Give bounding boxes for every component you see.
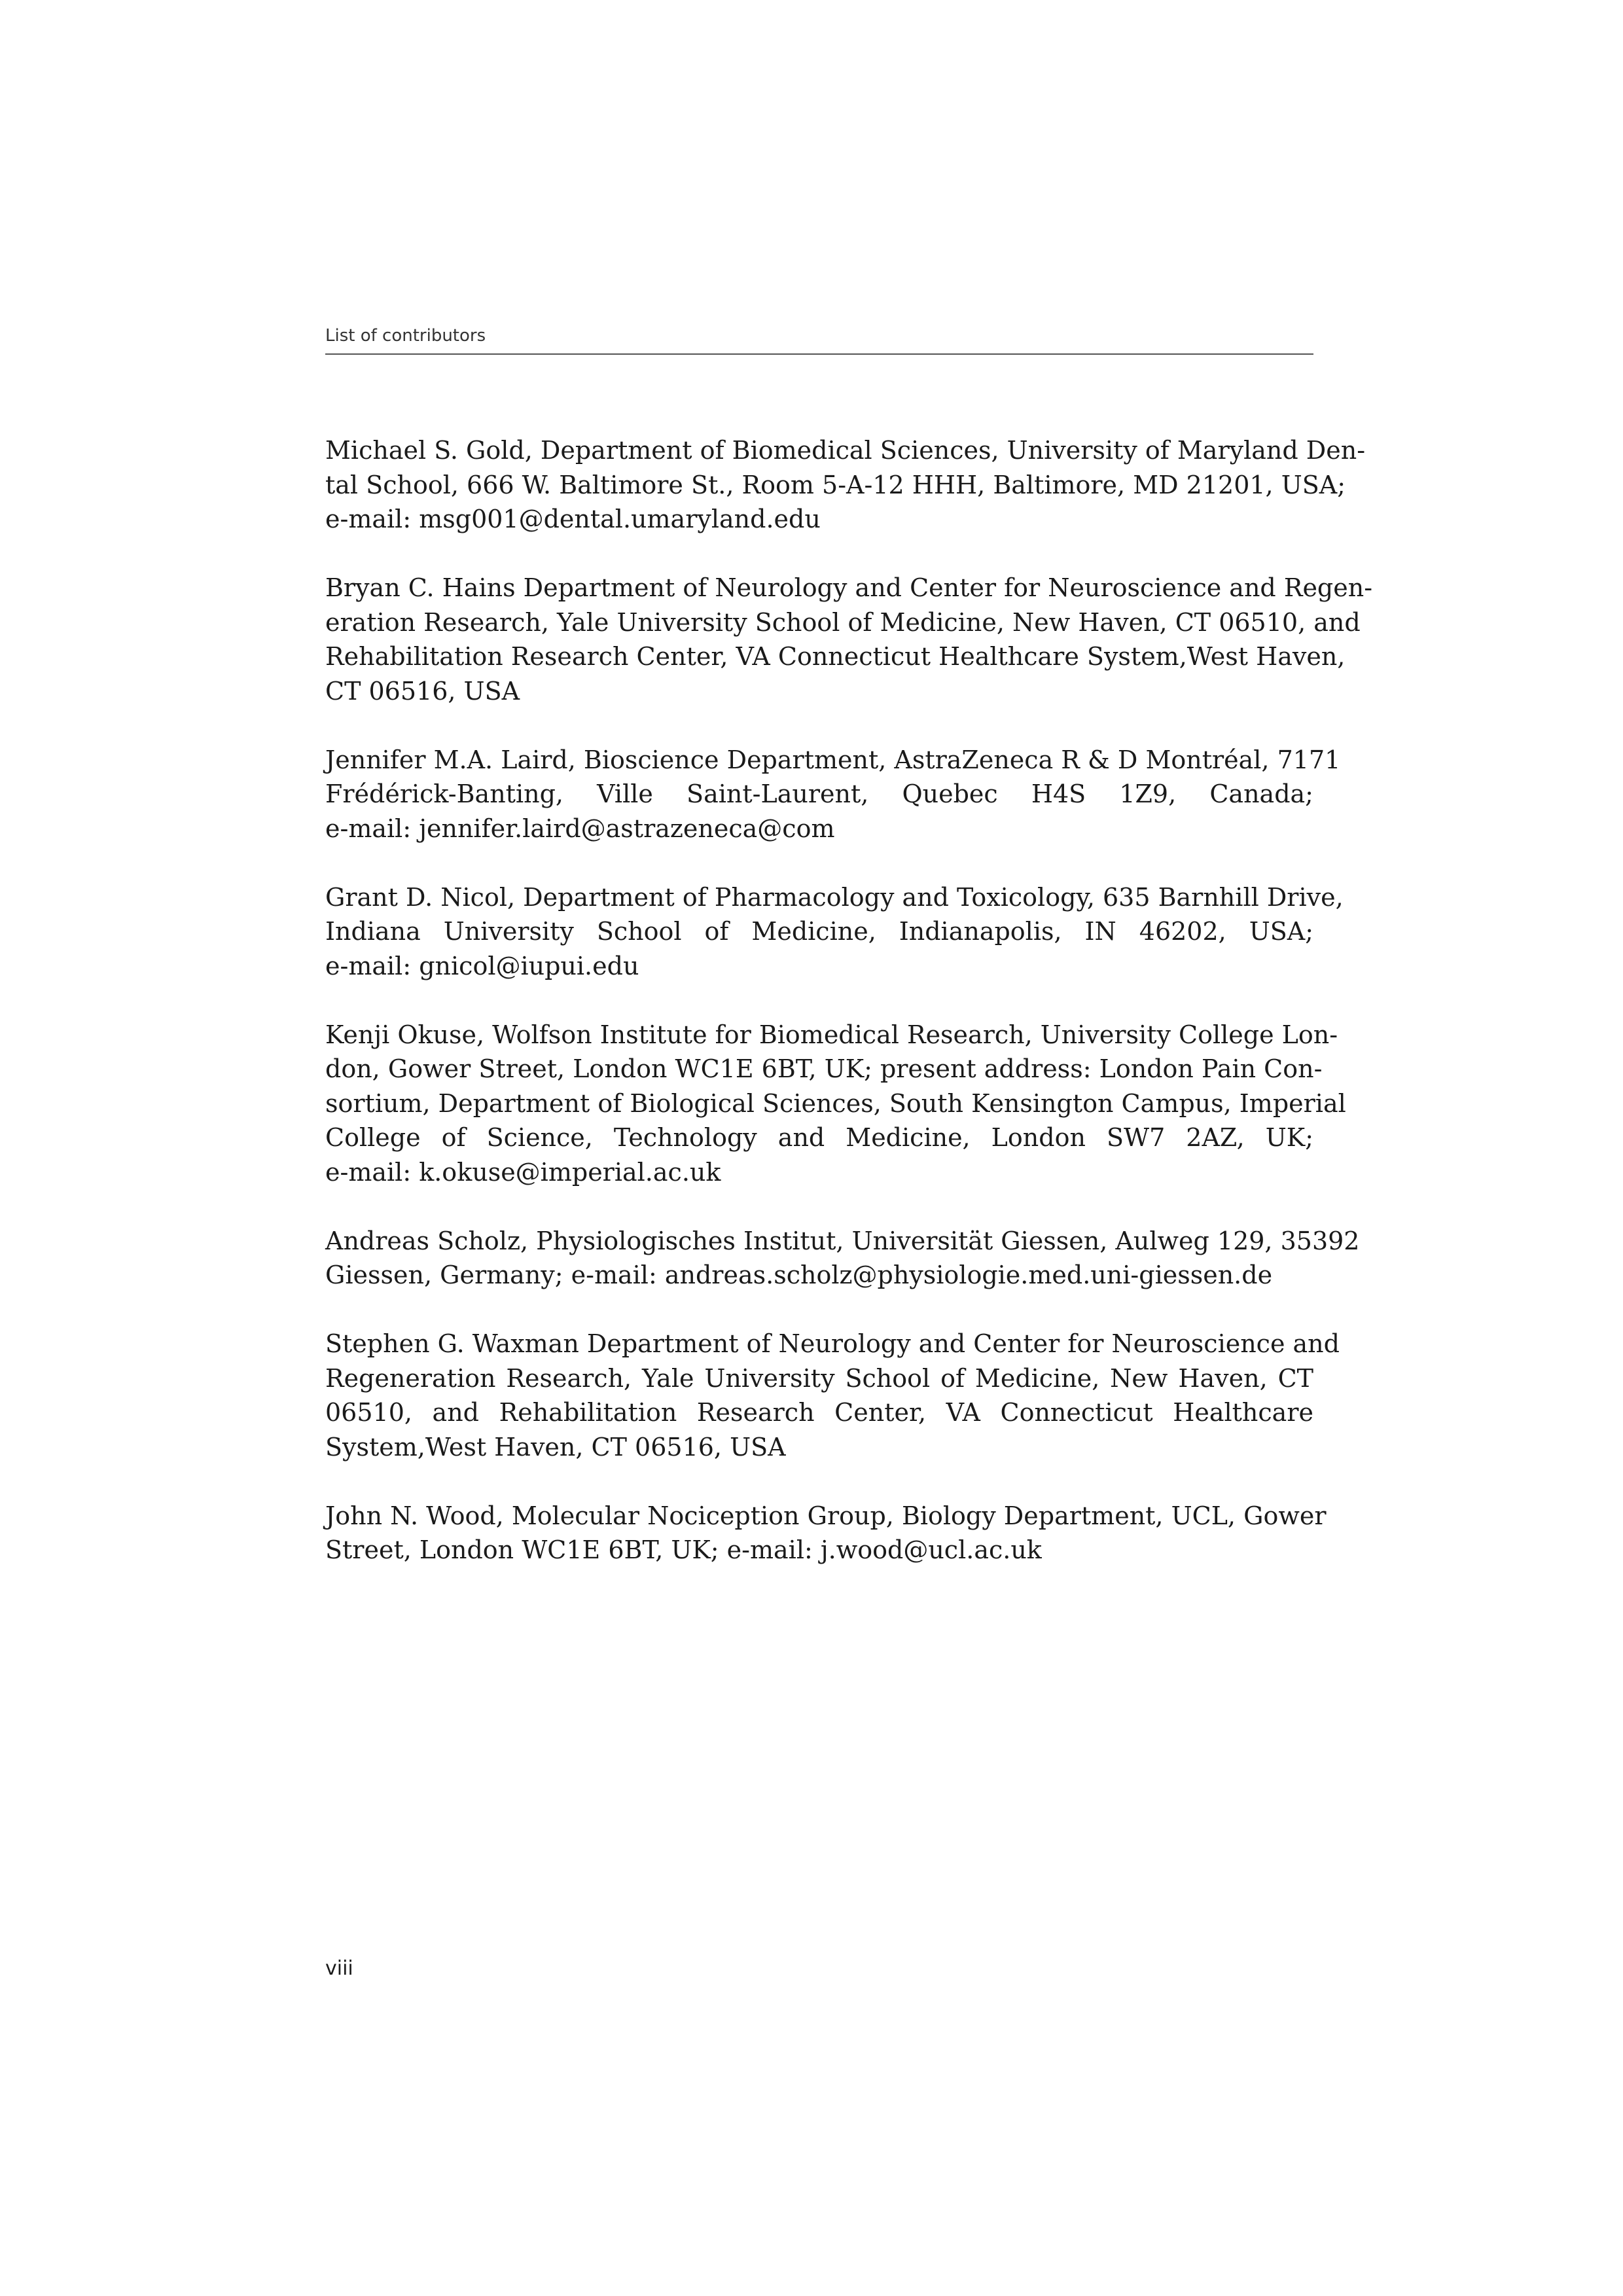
running-header — [325, 326, 1313, 355]
contributor-entry — [325, 433, 1366, 537]
contributor-entry — [325, 1499, 1327, 1568]
contributor-list — [325, 433, 1373, 1602]
contributor-text-line: Grant D. Nicol, Department of Pharmacology and Toxicology, 635 Barnhill Drive, — [325, 882, 1344, 912]
contributor-text-line: Jennifer M.A. Laird, Bioscience Department, AstraZeneca R & D Montréal, 7171 — [325, 745, 1341, 774]
contributor-text-line: Rehabilitation Research Center, VA Connecticut Healthcare System,West Haven, — [325, 642, 1346, 671]
contributor-text-line: System,West Haven, CT 06516, USA — [325, 1432, 786, 1462]
contributor-text-line: sortium, Department of Biological Sciences, South Kensington Campus, Imperial — [325, 1088, 1346, 1118]
contributor-entry — [325, 571, 1373, 708]
contributor-entry — [325, 1018, 1346, 1190]
contributor-text-line: CT 06516, USA — [325, 676, 520, 706]
contributor-text-line: Michael S. Gold, Department of Biomedical Sciences, University of Maryland Den- — [325, 436, 1366, 465]
running-title: List of contributors — [325, 326, 486, 346]
page-number: viii — [325, 1957, 353, 1980]
contributor-text-line: 06510, and Rehabilitation Research Center, VA Connecticut Healthcare — [325, 1398, 1313, 1427]
contributor-text-line: e-mail: k.okuse@imperial.ac.uk — [325, 1157, 721, 1187]
contributor-text-line: don, Gower Street, London WC1E 6BT, UK; present address: London Pain Con- — [325, 1054, 1323, 1083]
contributor-text-line: John N. Wood, Molecular Nociception Group, Biology Department, UCL, Gower — [325, 1501, 1327, 1530]
contributor-text-line: Regeneration Research, Yale University School of Medicine, New Haven, CT — [325, 1363, 1313, 1393]
contributor-entry — [325, 1327, 1340, 1464]
contributor-entry — [325, 880, 1344, 984]
contributor-text-line: Indiana University School of Medicine, Indianapolis, IN 46202, USA; — [325, 917, 1313, 946]
contributor-text-line: e-mail: gnicol@iupui.edu — [325, 951, 639, 980]
contributor-text-line: Kenji Okuse, Wolfson Institute for Biomedical Research, University College Lon- — [325, 1020, 1338, 1049]
contributor-text-line: Giessen, Germany; e-mail: andreas.scholz@physiologie.med.uni-giessen.de — [325, 1261, 1273, 1289]
contributor-text-line: Street, London WC1E 6BT, UK; e-mail: j.wood@ucl.ac.uk — [325, 1535, 1042, 1564]
contributor-text-line: Bryan C. Hains Department of Neurology and Center for Neuroscience and Regen- — [325, 573, 1373, 602]
contributor-text-line: Andreas Scholz, Physiologisches Institut, Universität Giessen, Aulweg 129, 35392 — [325, 1226, 1360, 1255]
contributor-text-line: e-mail: jennifer.laird@astrazeneca@com — [325, 814, 835, 843]
contributor-text-line: eration Research, Yale University School of Medicine, New Haven, CT 06510, and — [325, 607, 1361, 637]
contributor-text-line: tal School, 666 W. Baltimore St., Room 5-A-12 HHH, Baltimore, MD 21201, USA; — [325, 470, 1346, 499]
contributor-entry — [325, 743, 1341, 846]
contributor-text-line: e-mail: msg001@dental.umaryland.edu — [325, 505, 821, 533]
contributor-text-line: College of Science, Technology and Medicine, London SW7 2AZ, UK; — [325, 1123, 1313, 1152]
contributor-entry — [325, 1224, 1360, 1293]
contributor-text-line: Frédérick-Banting, Ville Saint-Laurent, Quebec H4S 1Z9, Canada; — [325, 780, 1313, 808]
contributor-text-line: Stephen G. Waxman Department of Neurology and Center for Neuroscience and — [325, 1329, 1340, 1358]
